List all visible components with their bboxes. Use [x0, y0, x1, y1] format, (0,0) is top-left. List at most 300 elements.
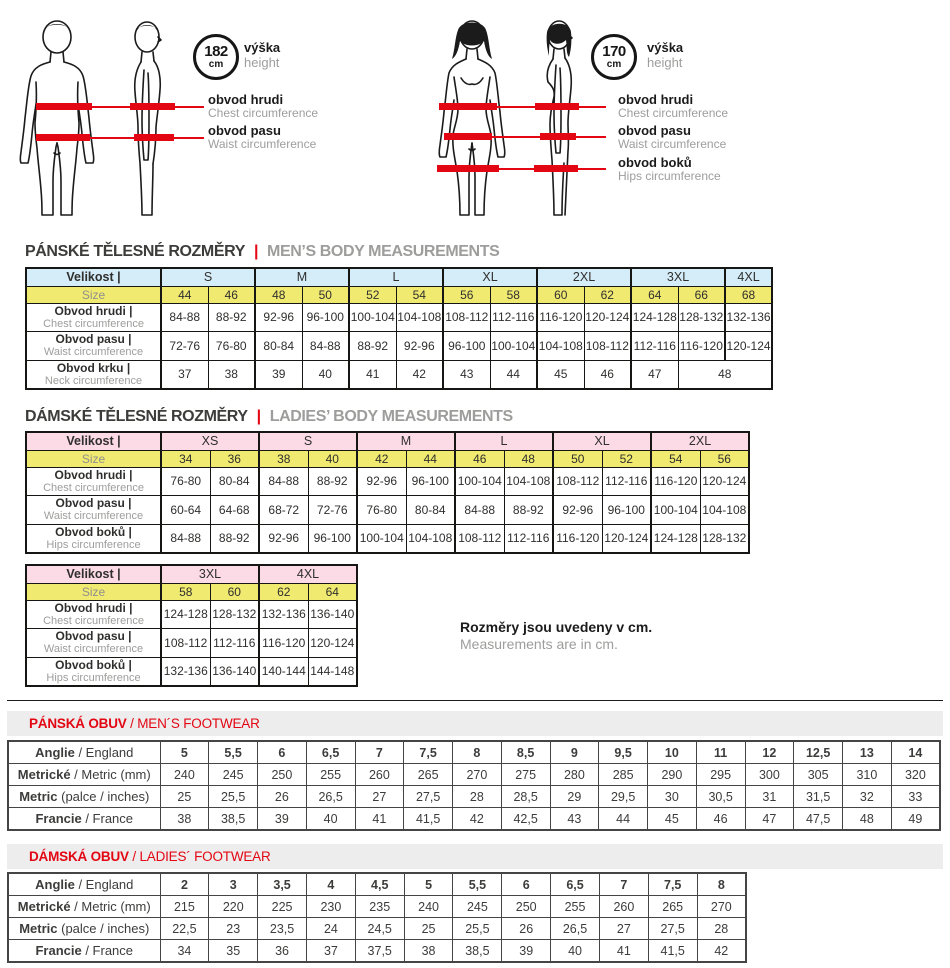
mens-footwear-title-bold: PÁNSKÁ OBUV — [29, 716, 127, 731]
shoe-value-cell: 28,5 — [501, 786, 550, 808]
measurement-value-cell: 47 — [631, 360, 678, 389]
size-number-cell: 68 — [725, 286, 772, 303]
measurement-value-cell: 96-100 — [308, 524, 357, 553]
measurement-row — [26, 496, 749, 525]
shoe-value-cell: 30 — [648, 786, 697, 808]
size-number-cell: 52 — [602, 450, 651, 467]
velikost-header-cell: Velikost | — [26, 432, 161, 450]
size-number-cell: 60 — [210, 583, 259, 600]
shoe-row-label-rest: / England — [74, 745, 134, 760]
velikost-header-cell: Velikost | — [26, 268, 161, 286]
measurement-row — [26, 467, 749, 496]
mens-footwear-title — [29, 716, 260, 731]
men-height-label-en: height — [244, 55, 280, 70]
shoe-value-cell: 26 — [502, 918, 551, 940]
shoe-value-cell: 270 — [697, 896, 746, 918]
shoe-row-label-bold: Anglie — [35, 877, 75, 892]
ladies-chest-bar-side — [535, 103, 579, 110]
shoe-size-row — [8, 873, 746, 896]
ladies-side-figure — [523, 18, 595, 224]
shoe-value-cell: 7,5 — [648, 873, 697, 896]
shoe-value-cell: 28 — [453, 786, 502, 808]
measurement-value-cell: 104-108 — [396, 303, 443, 332]
shoe-value-cell: 295 — [696, 764, 745, 786]
measurement-value-cell: 92-96 — [259, 524, 308, 553]
size-number-cell: 42 — [357, 450, 406, 467]
shoe-value-cell: 38,5 — [453, 940, 502, 963]
shoe-value-cell: 6,5 — [551, 873, 600, 896]
size-group-cell: 4XL — [259, 565, 357, 583]
shoe-row-label-bold: Francie — [35, 811, 82, 826]
shoe-value-cell: 31 — [745, 786, 794, 808]
shoe-value-cell: 240 — [160, 764, 209, 786]
shoe-value-cell: 28 — [697, 918, 746, 940]
size-group-header-row — [26, 565, 357, 583]
shoe-value-cell: 255 — [551, 896, 600, 918]
mens-body-table-mount — [25, 267, 773, 390]
measurement-value-cell: 72-76 — [308, 496, 357, 525]
size-number-cell: 66 — [678, 286, 725, 303]
size-group-cell: 3XL — [631, 268, 725, 286]
shoe-size-row — [8, 786, 940, 808]
ladies-footwear-title — [29, 849, 271, 864]
measurement-value-cell: 80-84 — [255, 332, 302, 361]
shoe-value-cell: 26,5 — [551, 918, 600, 940]
ladies-hips-bar-front — [437, 165, 499, 172]
measurement-value-cell: 40 — [302, 360, 349, 389]
size-group-cell: 2XL — [651, 432, 749, 450]
shoe-row-label-rest: / England — [74, 877, 134, 892]
shoe-row-label-cell — [8, 741, 160, 764]
measurement-value-cell: 41 — [349, 360, 396, 389]
ladies_body-table — [25, 431, 750, 554]
size-number-cell: 54 — [396, 286, 443, 303]
men-chest-label-cs: obvod hrudi — [208, 92, 284, 107]
ladies-footwear-title-bold: DÁMSKÁ OBUV — [29, 849, 129, 864]
measurement-row — [26, 657, 357, 686]
size-group-cell: S — [259, 432, 357, 450]
measurement-label-cs: Obvod pasu | — [55, 496, 132, 511]
shoe-value-cell: 250 — [502, 896, 551, 918]
measurement-value-cell: 120-124 — [308, 629, 357, 658]
men-chest-label — [208, 93, 318, 120]
measurement-value-cell: 96-100 — [406, 467, 455, 496]
shoe-value-cell: 220 — [209, 896, 258, 918]
ladies-chest-label-cs: obvod hrudi — [618, 92, 694, 107]
shoe-value-cell: 24 — [306, 918, 355, 940]
shoe-value-cell: 48 — [843, 808, 892, 831]
measurement-value-cell: 108-112 — [584, 332, 631, 361]
size-group-cell: 2XL — [537, 268, 631, 286]
measurement-label-cell — [26, 629, 161, 658]
shoe-value-cell: 3 — [209, 873, 258, 896]
measurement-value-cell: 112-116 — [504, 524, 553, 553]
men-waist-bar-side — [134, 134, 174, 141]
size-group-cell: S — [161, 268, 255, 286]
measurement-value-cell: 132-136 — [259, 600, 308, 629]
shoe-value-cell: 42 — [453, 808, 502, 831]
measurement-value-cell: 144-148 — [308, 657, 357, 686]
measurement-row — [26, 629, 357, 658]
measurement-value-cell: 68-72 — [259, 496, 308, 525]
shoe-value-cell: 22,5 — [160, 918, 209, 940]
mens-body-title — [25, 243, 499, 261]
measurement-label-cell — [26, 332, 161, 361]
men_body-table — [25, 267, 773, 390]
shoe-value-cell: 260 — [599, 896, 648, 918]
shoe-row-label-bold: Metric — [19, 789, 58, 804]
size-number-cell: 44 — [161, 286, 208, 303]
shoe-value-cell: 31,5 — [794, 786, 843, 808]
measurement-value-cell: 104-108 — [537, 332, 584, 361]
shoe-row-label-cell — [8, 808, 160, 831]
shoe-value-cell: 47 — [745, 808, 794, 831]
shoe-row-label-bold: Metric — [19, 921, 58, 936]
shoe-value-cell: 5,5 — [453, 873, 502, 896]
mens-body-title-cs: PÁNSKÉ TĚLESNÉ ROZMĚRY — [25, 243, 245, 260]
shoe-value-cell: 29 — [550, 786, 599, 808]
measurement-value-cell: 92-96 — [255, 303, 302, 332]
size-number-cell: 58 — [161, 583, 210, 600]
shoe-value-cell: 26 — [258, 786, 307, 808]
shoe-value-cell: 275 — [501, 764, 550, 786]
ladies-footwear-header — [7, 844, 943, 869]
shoe-value-cell: 9,5 — [599, 741, 648, 764]
ladies-height-label-en: height — [647, 55, 683, 70]
figures-section — [0, 0, 950, 240]
measurement-value-cell: 76-80 — [357, 496, 406, 525]
shoe-value-cell: 39 — [502, 940, 551, 963]
measurement-value-cell: 140-144 — [259, 657, 308, 686]
mens-footwear-table-mount — [7, 740, 941, 831]
shoe-value-cell: 12 — [745, 741, 794, 764]
mens-footwear-header — [7, 711, 943, 736]
size-number-cell: 48 — [255, 286, 302, 303]
shoe-value-cell: 310 — [843, 764, 892, 786]
ladies-hips-bar-side — [534, 165, 578, 172]
men-side-figure — [110, 18, 184, 224]
measurement-value-cell: 128-132 — [700, 524, 749, 553]
ladies-chest-label — [618, 93, 728, 120]
shoe-value-cell: 25 — [404, 918, 453, 940]
measurement-value-cell: 132-136 — [725, 303, 772, 332]
measurement-value-cell: 88-92 — [208, 303, 255, 332]
size-number-cell: 44 — [406, 450, 455, 467]
size-number-cell: 38 — [259, 450, 308, 467]
ladies-footwear-table-mount — [7, 872, 747, 963]
measurement-value-cell: 72-76 — [161, 332, 208, 361]
men-height-value: 182 — [204, 42, 228, 60]
measurement-value-cell: 84-88 — [455, 496, 504, 525]
shoe-value-cell: 8,5 — [501, 741, 550, 764]
shoe-row-label-bold: Metrické — [17, 899, 71, 914]
measurement-value-cell: 104-108 — [700, 496, 749, 525]
size-group-cell: XL — [443, 268, 537, 286]
shoe-value-cell: 49 — [891, 808, 940, 831]
shoe-row-label-rest: / Metric (mm) — [70, 767, 151, 782]
size-group-cell: L — [349, 268, 443, 286]
shoe-value-cell: 33 — [891, 786, 940, 808]
ladies_body_ext-table — [25, 564, 358, 687]
measurement-value-cell: 112-116 — [210, 629, 259, 658]
measurement-label-cs: Obvod krku | — [56, 360, 131, 375]
ladies-body-table-mount — [25, 431, 750, 554]
shoe-row-label-cell — [8, 896, 160, 918]
measurement-label-en: Chest circumference — [43, 614, 144, 627]
men-chest-bar-side — [130, 103, 175, 110]
measurement-value-cell: 84-88 — [161, 524, 210, 553]
measurement-value-cell: 120-124 — [725, 332, 772, 361]
size-group-header-row — [26, 268, 772, 286]
measurement-value-cell: 39 — [255, 360, 302, 389]
measurement-row — [26, 332, 772, 361]
ladies-body-title-en: LADIES’ BODY MEASUREMENTS — [269, 408, 513, 425]
shoe-value-cell: 235 — [355, 896, 404, 918]
size-number-cell: 40 — [308, 450, 357, 467]
shoe-row-label-cell — [8, 918, 160, 940]
measurement-value-cell: 116-120 — [259, 629, 308, 658]
men-waist-label — [208, 124, 316, 151]
shoe-value-cell: 7 — [355, 741, 404, 764]
shoe-value-cell: 5,5 — [209, 741, 258, 764]
measurement-label-cell — [26, 600, 161, 629]
shoe-value-cell: 25 — [160, 786, 209, 808]
shoe-value-cell: 7,5 — [404, 741, 453, 764]
ladies-hips-label — [618, 156, 721, 183]
size-group-cell: 3XL — [161, 565, 259, 583]
shoe-value-cell: 8 — [697, 873, 746, 896]
velikost-header-cell: Velikost | — [26, 565, 161, 583]
shoe-value-cell: 14 — [891, 741, 940, 764]
shoe-value-cell: 36 — [258, 940, 307, 963]
measurement-label-cell — [26, 524, 161, 553]
shoe-value-cell: 34 — [160, 940, 209, 963]
measurement-value-cell: 100-104 — [651, 496, 700, 525]
size-number-cell: 46 — [208, 286, 255, 303]
shoe-row-label-cell — [8, 786, 160, 808]
size-number-cell: 54 — [651, 450, 700, 467]
ladies-waist-label — [618, 124, 726, 151]
measurement-value-cell: 43 — [443, 360, 490, 389]
shoe-value-cell: 305 — [794, 764, 843, 786]
size-number-cell: 56 — [443, 286, 490, 303]
measurement-label-cell — [26, 360, 161, 389]
measurement-value-cell: 88-92 — [308, 467, 357, 496]
ladies-hips-label-cs: obvod boků — [618, 155, 692, 170]
shoe-value-cell: 6 — [258, 741, 307, 764]
measurement-label-en: Neck circumference — [44, 375, 143, 388]
size-label-cell: Size — [26, 583, 161, 600]
size-number-cell: 60 — [537, 286, 584, 303]
units-note-cs: Rozměry jsou uvedeny v cm. — [460, 619, 653, 635]
units-note — [460, 619, 652, 653]
measurement-value-cell: 124-128 — [631, 303, 678, 332]
shoe-value-cell: 300 — [745, 764, 794, 786]
shoe-value-cell: 10 — [648, 741, 697, 764]
measurement-value-cell: 48 — [678, 360, 772, 389]
shoe-value-cell: 27,5 — [404, 786, 453, 808]
measurement-label-cell — [26, 496, 161, 525]
shoe-row-label-cell — [8, 764, 160, 786]
measurement-value-cell: 120-124 — [602, 524, 651, 553]
shoe-value-cell: 35 — [209, 940, 258, 963]
ladies-waist-bar-side — [540, 133, 576, 140]
shoe-value-cell: 41,5 — [648, 940, 697, 963]
size-group-cell: M — [357, 432, 455, 450]
ladies-waist-label-en: Waist circumference — [618, 137, 727, 151]
measurement-label-cs: Obvod hrudi | — [54, 467, 133, 482]
ladies-waist-bar-front — [444, 133, 492, 140]
shoe-value-cell: 2 — [160, 873, 209, 896]
measurement-value-cell: 120-124 — [700, 467, 749, 496]
men-height-label — [244, 40, 280, 70]
measurement-row — [26, 600, 357, 629]
size-group-cell: XL — [553, 432, 651, 450]
shoe-value-cell: 265 — [404, 764, 453, 786]
shoe-value-cell: 23 — [209, 918, 258, 940]
measurement-label-en: Hips circumference — [46, 539, 141, 552]
measurement-value-cell: 60-64 — [161, 496, 210, 525]
measurement-value-cell: 92-96 — [357, 467, 406, 496]
size-number-cell: 34 — [161, 450, 210, 467]
measurement-label-cs: Obvod pasu | — [55, 629, 132, 644]
shoe-row-label-bold: Metrické — [17, 767, 71, 782]
ladies_shoes-table — [7, 872, 747, 963]
shoe-size-row — [8, 940, 746, 963]
men-waist-label-en: Waist circumference — [208, 137, 317, 151]
measurement-value-cell: 45 — [537, 360, 584, 389]
shoe-value-cell: 29,5 — [599, 786, 648, 808]
units-note-en: Measurements are in cm. — [460, 636, 618, 652]
ladies-chest-label-en: Chest circumference — [618, 106, 729, 120]
shoe-value-cell: 290 — [648, 764, 697, 786]
section-divider — [7, 700, 943, 701]
measurement-label-cs: Obvod boků | — [55, 657, 132, 672]
shoe-value-cell: 24,5 — [355, 918, 404, 940]
shoe-value-cell: 5 — [404, 873, 453, 896]
shoe-value-cell: 46 — [696, 808, 745, 831]
shoe-value-cell: 27 — [599, 918, 648, 940]
size-group-cell: XS — [161, 432, 259, 450]
measurement-value-cell: 88-92 — [349, 332, 396, 361]
measurement-value-cell: 116-120 — [553, 524, 602, 553]
shoe-size-row — [8, 918, 746, 940]
measurement-value-cell: 104-108 — [406, 524, 455, 553]
measurement-value-cell: 112-116 — [602, 467, 651, 496]
shoe-value-cell: 4,5 — [355, 873, 404, 896]
measurement-value-cell: 108-112 — [443, 303, 490, 332]
men-front-figure — [4, 18, 110, 224]
measurement-value-cell: 96-100 — [443, 332, 490, 361]
size-number-cell: 48 — [504, 450, 553, 467]
size-number-cell: 52 — [349, 286, 396, 303]
size-number-cell: 50 — [553, 450, 602, 467]
shoe-row-label-cell — [8, 873, 160, 896]
size-number-cell: 58 — [490, 286, 537, 303]
shoe-value-cell: 250 — [258, 764, 307, 786]
size-label-cell: Size — [26, 286, 161, 303]
measurement-label-cs: Obvod hrudi | — [54, 303, 133, 318]
measurement-value-cell: 37 — [161, 360, 208, 389]
measurement-value-cell: 76-80 — [208, 332, 255, 361]
shoe-value-cell: 13 — [843, 741, 892, 764]
ladies-height-unit: cm — [606, 58, 622, 70]
measurement-value-cell: 38 — [208, 360, 255, 389]
men-waist-bar-front — [36, 134, 90, 141]
shoe-value-cell: 42,5 — [501, 808, 550, 831]
shoe-value-cell: 26,5 — [306, 786, 355, 808]
measurement-label-en: Waist circumference — [43, 346, 144, 359]
shoe-row-label-bold: Francie — [35, 943, 82, 958]
shoe-value-cell: 47,5 — [794, 808, 843, 831]
ladies-hips-label-en: Hips circumference — [618, 169, 721, 183]
shoe-value-cell: 6 — [502, 873, 551, 896]
ladies-height-label-cs: výška — [647, 40, 684, 55]
measurement-value-cell: 120-124 — [584, 303, 631, 332]
shoe-value-cell: 7 — [599, 873, 648, 896]
shoe-size-row — [8, 764, 940, 786]
measurement-value-cell: 84-88 — [259, 467, 308, 496]
measurement-value-cell: 88-92 — [210, 524, 259, 553]
size-number-cell: 64 — [631, 286, 678, 303]
shoe-value-cell: 41,5 — [404, 808, 453, 831]
shoe-value-cell: 245 — [209, 764, 258, 786]
shoe-value-cell: 42 — [697, 940, 746, 963]
shoe-value-cell: 37,5 — [355, 940, 404, 963]
measurement-value-cell: 100-104 — [455, 467, 504, 496]
shoe-value-cell: 260 — [355, 764, 404, 786]
men-waist-label-cs: obvod pasu — [208, 123, 281, 138]
measurement-value-cell: 84-88 — [302, 332, 349, 361]
shoe-value-cell: 39 — [258, 808, 307, 831]
measurement-label-en: Chest circumference — [43, 481, 144, 494]
ladies-height-badge — [591, 34, 637, 80]
measurement-label-en: Waist circumference — [43, 510, 144, 523]
measurement-value-cell: 80-84 — [406, 496, 455, 525]
shoe-value-cell: 280 — [550, 764, 599, 786]
shoe-value-cell: 6,5 — [306, 741, 355, 764]
measurement-value-cell: 116-120 — [678, 332, 725, 361]
shoe-value-cell: 3,5 — [258, 873, 307, 896]
measurement-value-cell: 44 — [490, 360, 537, 389]
measurement-value-cell: 136-140 — [308, 600, 357, 629]
measurement-value-cell: 46 — [584, 360, 631, 389]
shoe-value-cell: 320 — [891, 764, 940, 786]
shoe-value-cell: 27,5 — [648, 918, 697, 940]
measurement-value-cell: 128-132 — [210, 600, 259, 629]
size-label-cell: Size — [26, 450, 161, 467]
measurement-value-cell: 96-100 — [302, 303, 349, 332]
shoe-value-cell: 9 — [550, 741, 599, 764]
size-group-header-row — [26, 432, 749, 450]
ladies-footwear-title-rest: / LADIES´ FOOTWEAR — [128, 849, 271, 864]
shoe-row-label-rest: / France — [81, 943, 134, 958]
measurement-value-cell: 76-80 — [161, 467, 210, 496]
ladies-waist-label-cs: obvod pasu — [618, 123, 691, 138]
shoe-row-label-rest: / France — [81, 811, 134, 826]
shoe-value-cell: 11 — [696, 741, 745, 764]
measurement-value-cell: 100-104 — [490, 332, 537, 361]
shoe-value-cell: 43 — [550, 808, 599, 831]
measurement-value-cell: 112-116 — [490, 303, 537, 332]
size-number-cell: 62 — [259, 583, 308, 600]
mens-body-title-separator: | — [253, 243, 259, 260]
shoe-value-cell: 225 — [258, 896, 307, 918]
ladies-front-figure — [424, 18, 520, 224]
shoe-value-cell: 23,5 — [258, 918, 307, 940]
shoe-value-cell: 215 — [160, 896, 209, 918]
size-number-row — [26, 286, 772, 303]
